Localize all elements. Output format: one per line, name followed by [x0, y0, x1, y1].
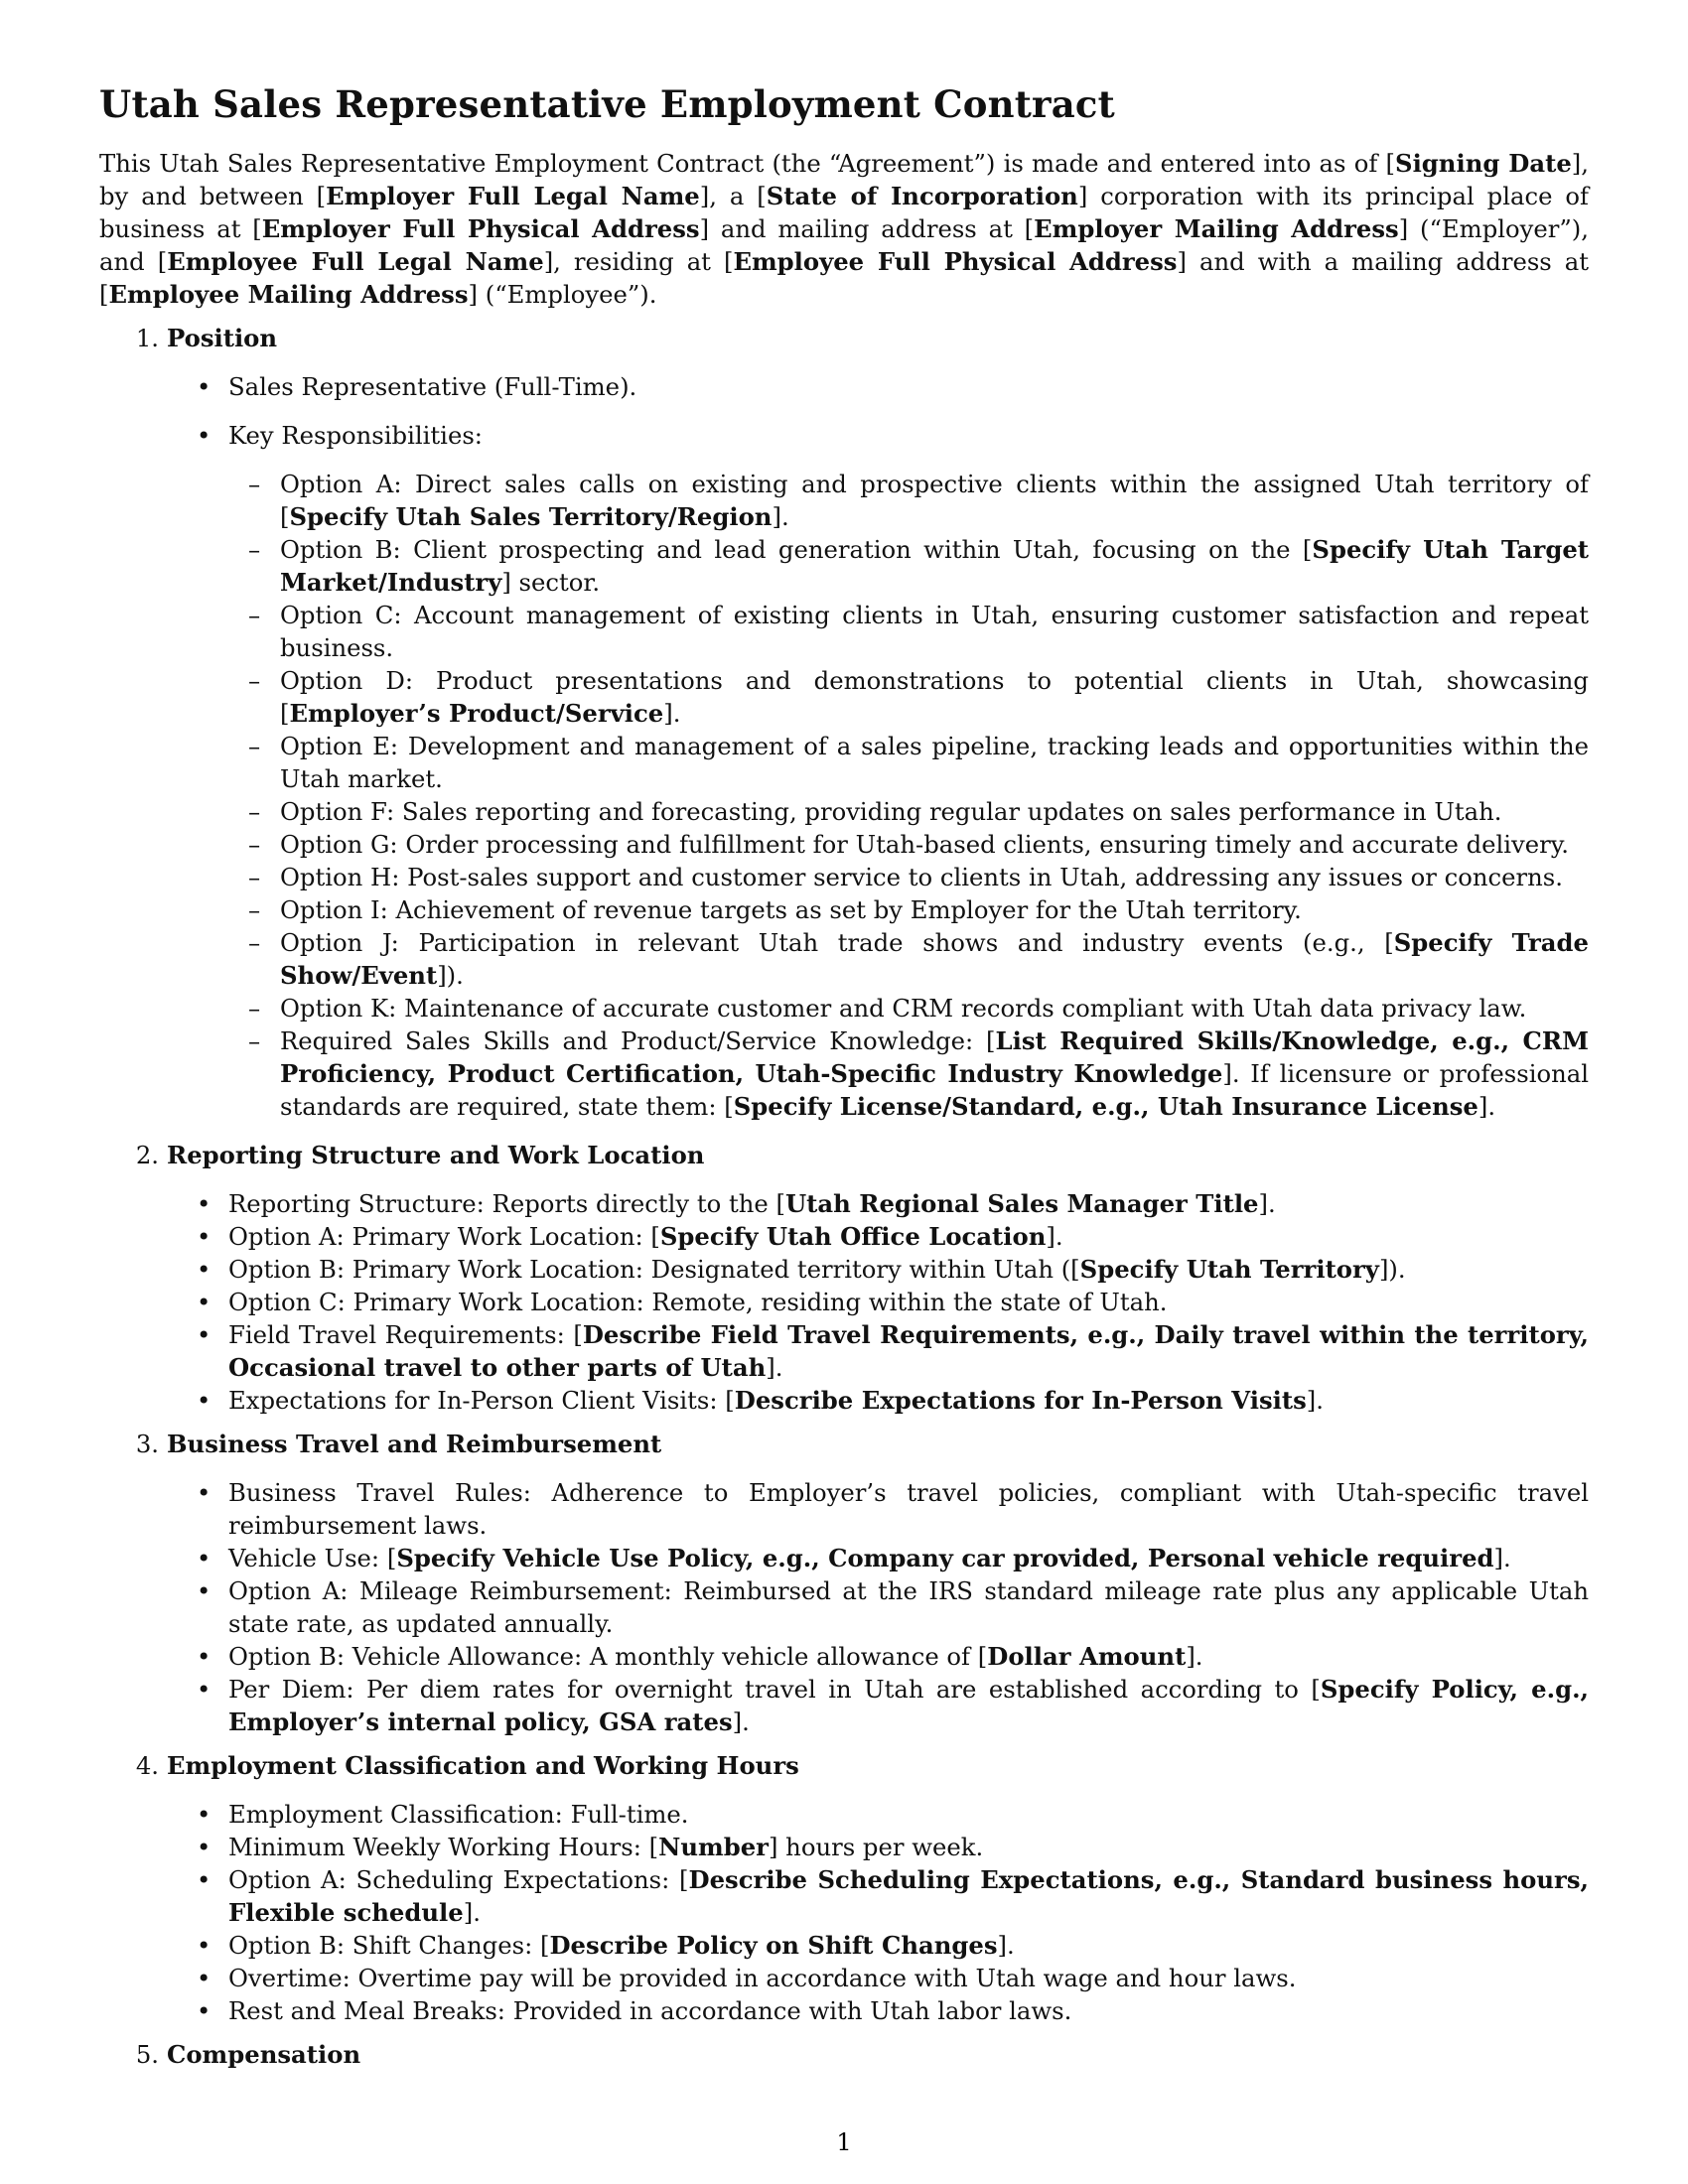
text-run: ]. [663, 699, 681, 728]
text-run: Option G: Order processing and fulfillment for Utah-based clients, ensuring timely and accurate delivery. [280, 830, 1569, 859]
section-number: 1. [135, 324, 159, 352]
bullet-item [99, 1863, 1589, 1929]
sub-option-item [99, 599, 1589, 664]
text-run: ]. [766, 1353, 783, 1382]
text-run: Per Diem: Per diem rates for overnight travel in Utah are established according to [ [228, 1675, 1321, 1704]
text-run: ]. [1306, 1386, 1324, 1415]
sub-option-item [99, 992, 1589, 1024]
text-run: Option H: Post-sales support and customer service to clients in Utah, addressing any issues or concerns. [280, 863, 1563, 891]
bullet-list [99, 370, 1589, 1123]
intro-paragraph [99, 147, 1589, 311]
text-run: Option A: Scheduling Expectations: [ [228, 1865, 689, 1894]
placeholder-field: Utah Regional Sales Manager Title [784, 1189, 1259, 1218]
bullet-item [99, 1220, 1589, 1253]
text-run: Option B: Vehicle Allowance: A monthly vehicle allowance of [ [228, 1642, 988, 1671]
text-run: Option B: Shift Changes: [ [228, 1931, 550, 1960]
placeholder-field: Specify Vehicle Use Policy, e.g., Company car provided, Personal vehicle required [396, 1544, 1494, 1572]
text-run: This Utah Sales Representative Employment Contract (the “Agreement”) is made and entered into as of [ [99, 149, 1396, 178]
text-run: ]). [1378, 1255, 1406, 1284]
text-run: Rest and Meal Breaks: Provided in accordance with Utah labor laws. [228, 1996, 1072, 2025]
bullet-item [99, 1994, 1589, 2027]
text-run: Option C: Primary Work Location: Remote, residing within the state of Utah. [228, 1288, 1168, 1316]
text-run: ] sector. [501, 568, 601, 597]
section-title: Business Travel and Reimbursement [167, 1430, 662, 1458]
document-page [99, 81, 1589, 2082]
text-run: ], residing at [ [543, 247, 734, 276]
text-run: ]. If licensure or professional standards are required, state them: [ [280, 1059, 1590, 1121]
bullet-item [99, 1831, 1589, 1863]
text-run: ]. [772, 502, 789, 531]
text-run: Option A: Primary Work Location: [ [228, 1222, 660, 1251]
section-heading [99, 1749, 1589, 1782]
placeholder-field: Specify Utah Territory [1079, 1255, 1379, 1284]
text-run: ]. [732, 1707, 750, 1736]
page-number: 1 [836, 2128, 852, 2156]
placeholder-field: Specify Utah Target Market/Industry [280, 535, 1590, 597]
text-run: Overtime: Overtime pay will be provided in accordance with Utah wage and hour laws. [228, 1964, 1297, 1992]
section-4 [99, 1749, 1589, 2027]
text-run: ] corporation with its principal place of business at [ [99, 182, 1590, 243]
text-run: Key Responsibilities: [228, 421, 483, 450]
sub-option-item [99, 795, 1589, 828]
text-run: Option D: Product presentations and demonstrations to potential clients in Utah, showcasing [ [280, 666, 1589, 728]
section-number: 2. [135, 1141, 159, 1169]
placeholder-field: Describe Scheduling Expectations, e.g., Standard business hours, Flexible schedule [228, 1865, 1589, 1927]
text-run: Option F: Sales reporting and forecasting, providing regular updates on sales performance in Utah. [280, 797, 1502, 826]
placeholder-field: Employee Mailing Address [108, 280, 469, 309]
text-run: Minimum Weekly Working Hours: [ [228, 1833, 659, 1861]
placeholder-field: Specify Utah Sales Territory/Region [289, 502, 773, 531]
text-run: ]. [1258, 1189, 1276, 1218]
text-run: Expectations for In-Person Client Visits: [ [228, 1386, 735, 1415]
placeholder-field: Employer Mailing Address [1034, 214, 1399, 243]
placeholder-field: Specify License/Standard, e.g., Utah Insurance License [733, 1092, 1478, 1121]
sub-option-item [99, 533, 1589, 599]
placeholder-field: List Required Skills/Knowledge, e.g., CRM Proficiency, Product Certification, Utah-Specific Industry Knowledge [280, 1026, 1589, 1088]
document-title: Utah Sales Representative Employment Contract [99, 82, 1115, 126]
text-run: Business Travel Rules: Adherence to Employer’s travel policies, compliant with Utah-specific travel reimbursement laws. [228, 1478, 1589, 1540]
text-run: Option B: Client prospecting and lead generation within Utah, focusing on the [ [280, 535, 1313, 564]
placeholder-field: Specify Trade Show/Event [280, 928, 1589, 990]
sub-option-item [99, 861, 1589, 893]
placeholder-field: Specify Policy, e.g., Employer’s internal policy, GSA rates [228, 1675, 1589, 1736]
text-run: Option J: Participation in relevant Utah trade shows and industry events (e.g., [ [280, 928, 1394, 957]
text-run: Option K: Maintenance of accurate customer and CRM records compliant with Utah data privacy law. [280, 994, 1527, 1023]
sub-option-item [99, 828, 1589, 861]
text-run: Option I: Achievement of revenue targets as set by Employer for the Utah territory. [280, 895, 1302, 924]
bullet-item [99, 1574, 1589, 1640]
text-run: ] (“Employer”), and [ [99, 214, 1589, 276]
bullet-item [99, 1640, 1589, 1673]
section-heading [99, 1428, 1589, 1460]
sub-option-item [99, 664, 1589, 730]
text-run: Sales Representative (Full-Time). [228, 372, 637, 401]
text-run: ] hours per week. [768, 1833, 984, 1861]
bullet-item [99, 1962, 1589, 1994]
sub-option-item [99, 1024, 1589, 1123]
text-run: ]. [463, 1898, 481, 1927]
bullet-item [99, 1187, 1589, 1220]
section-3 [99, 1428, 1589, 1738]
bullet-item [99, 419, 1589, 1123]
section-number: 4. [135, 1751, 159, 1780]
text-run: ] (“Employee”). [468, 280, 657, 309]
placeholder-field: Employer Full Legal Name [326, 182, 700, 210]
section-2 [99, 1139, 1589, 1417]
bullet-item [99, 370, 1589, 403]
text-run: ]. [1046, 1222, 1063, 1251]
section-heading [99, 322, 1589, 354]
placeholder-field: State of Incorporation [766, 182, 1078, 210]
text-run: ]. [1493, 1544, 1511, 1572]
text-run: ] and mailing address at [ [699, 214, 1035, 243]
placeholder-field: Employee Full Physical Address [733, 247, 1178, 276]
bullet-item [99, 1318, 1589, 1384]
section-list [99, 322, 1589, 2071]
section-number: 5. [135, 2040, 159, 2069]
bullet-item [99, 1542, 1589, 1574]
text-run: ]. [997, 1931, 1015, 1960]
placeholder-field: Specify Utah Office Location [659, 1222, 1047, 1251]
placeholder-field: Describe Policy on Shift Changes [549, 1931, 998, 1960]
bullet-item [99, 1476, 1589, 1542]
placeholder-field: Employee Full Legal Name [167, 247, 544, 276]
bullet-list [99, 1187, 1589, 1417]
text-run: Employment Classification: Full-time. [228, 1800, 689, 1829]
text-run: ], a [ [699, 182, 767, 210]
text-run: ]. [1477, 1092, 1496, 1121]
placeholder-field: Dollar Amount [987, 1642, 1187, 1671]
bullet-item [99, 1929, 1589, 1962]
text-run: Required Sales Skills and Product/Service Knowledge: [ [280, 1026, 996, 1055]
bullet-item [99, 1673, 1589, 1738]
section-heading [99, 1139, 1589, 1171]
section-title: Employment Classification and Working Hours [167, 1751, 799, 1780]
text-run: Option C: Account management of existing clients in Utah, ensuring customer satisfaction and repeat business. [280, 601, 1589, 662]
section-title: Compensation [167, 2040, 361, 2069]
text-run: Reporting Structure: Reports directly to the [ [228, 1189, 785, 1218]
placeholder-field: Employer Full Physical Address [261, 214, 700, 243]
text-run: Field Travel Requirements: [ [228, 1320, 583, 1349]
bullet-item [99, 1286, 1589, 1318]
section-heading [99, 2038, 1589, 2071]
text-run: Vehicle Use: [ [228, 1544, 397, 1572]
placeholder-field: Describe Expectations for In-Person Visits [734, 1386, 1307, 1415]
section-title: Position [167, 324, 278, 352]
bullet-list [99, 1798, 1589, 2027]
sub-option-item [99, 893, 1589, 926]
text-run: Option B: Primary Work Location: Designated territory within Utah ([ [228, 1255, 1080, 1284]
bullet-item [99, 1384, 1589, 1417]
placeholder-field: Number [658, 1833, 769, 1861]
text-run: ]. [1186, 1642, 1203, 1671]
bullet-item [99, 1253, 1589, 1286]
text-run: ], by and between [ [99, 149, 1589, 210]
text-run: Option A: Mileage Reimbursement: Reimbursed at the IRS standard mileage rate plus any applicable Utah state rate, as updated annually. [228, 1576, 1589, 1638]
placeholder-field: Employer’s Product/Service [289, 699, 664, 728]
text-run: Option A: Direct sales calls on existing and prospective clients within the assigned Utah territory of [ [280, 470, 1589, 531]
section-5 [99, 2038, 1589, 2071]
sub-option-item [99, 926, 1589, 992]
bullet-list [99, 1476, 1589, 1738]
text-run: ]). [437, 961, 464, 990]
text-run: Option E: Development and management of a sales pipeline, tracking leads and opportunities within the Utah market. [280, 732, 1589, 793]
text-run: ] and with a mailing address at [ [99, 247, 1590, 309]
bullet-item [99, 1798, 1589, 1831]
placeholder-field: Signing Date [1395, 149, 1572, 178]
sub-option-list [99, 468, 1589, 1123]
section-title: Reporting Structure and Work Location [167, 1141, 705, 1169]
placeholder-field: Describe Field Travel Requirements, e.g., Daily travel within the territory, Occasional travel to other parts of Utah [228, 1320, 1589, 1382]
sub-option-item [99, 730, 1589, 795]
sub-option-item [99, 468, 1589, 533]
section-number: 3. [135, 1430, 159, 1458]
section-1 [99, 322, 1589, 1123]
